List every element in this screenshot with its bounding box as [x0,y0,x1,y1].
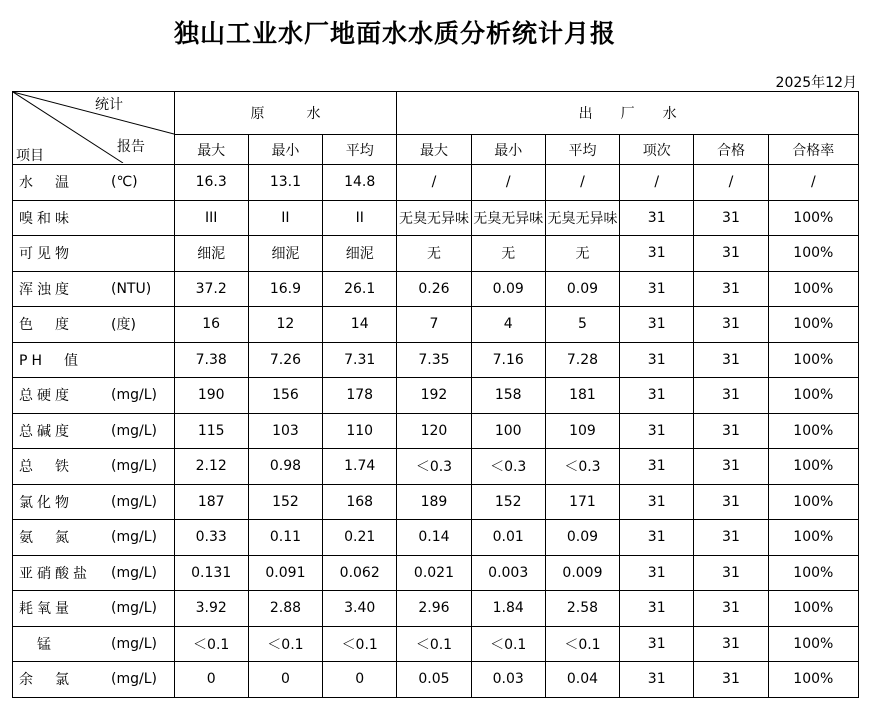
value-cell: 0 [323,662,397,698]
table-row [13,449,859,485]
value-cell: 110 [323,413,397,449]
item-cell [13,520,175,556]
value-cell: 115 [174,413,248,449]
item-unit: (NTU) [111,280,152,297]
value-cell: ＜0.1 [545,626,619,662]
value-cell: 100% [768,413,858,449]
item-cell [13,626,175,662]
value-cell: 0.33 [174,520,248,556]
value-cell: 16.9 [248,271,322,307]
item-cell [13,271,175,307]
item-unit: (mg/L) [111,387,157,404]
item-cell [13,378,175,414]
value-cell: / [471,165,545,201]
table-row [13,591,859,627]
value-cell: 1.74 [323,449,397,485]
value-cell: 12 [248,307,322,343]
table-row [13,484,859,520]
value-cell: 无臭无异味 [545,200,619,236]
value-cell: / [545,165,619,201]
value-cell: 31 [620,378,694,414]
value-cell: 31 [694,484,768,520]
value-cell: 细泥 [248,236,322,272]
value-cell: 0.11 [248,520,322,556]
value-cell: 100% [768,662,858,698]
value-cell: 31 [694,200,768,236]
value-cell: 14 [323,307,397,343]
value-cell: 0.09 [471,271,545,307]
report-title: 独山工业水厂地面水水质分析统计月报 [173,19,616,48]
value-cell: 0.003 [471,555,545,591]
item-name: 嗅和味 [19,210,73,227]
value-cell: 100% [768,236,858,272]
value-cell: 100% [768,342,858,378]
value-cell: 31 [620,555,694,591]
value-cell: 31 [694,449,768,485]
value-cell: 0.14 [397,520,471,556]
value-cell: 158 [471,378,545,414]
value-cell: / [694,165,768,201]
value-cell: ＜0.1 [174,626,248,662]
value-cell: 100% [768,520,858,556]
value-cell: 13.1 [248,165,322,201]
value-cell: 31 [620,626,694,662]
item-name: 耗氧量 [19,601,73,618]
value-cell: 31 [620,591,694,627]
value-cell: 2.88 [248,591,322,627]
value-cell: 16 [174,307,248,343]
value-cell: 0.09 [545,271,619,307]
value-cell: 26.1 [323,271,397,307]
value-cell: ＜0.1 [248,626,322,662]
value-cell: 100% [768,555,858,591]
item-cell [13,342,175,378]
col-header: 最小 [248,135,322,165]
value-cell: 100% [768,378,858,414]
value-cell: 1.84 [471,591,545,627]
value-cell: 细泥 [323,236,397,272]
value-cell: ＜0.3 [397,449,471,485]
value-cell: 7.35 [397,342,471,378]
value-cell: 31 [620,307,694,343]
value-cell: 100% [768,271,858,307]
value-cell: / [620,165,694,201]
value-cell: 100% [768,200,858,236]
value-cell: 31 [694,555,768,591]
item-cell [13,200,175,236]
item-unit: (mg/L) [111,458,157,475]
value-cell: 无 [545,236,619,272]
value-cell: 31 [694,236,768,272]
col-header: 平均 [545,135,619,165]
value-cell: 14.8 [323,165,397,201]
item-unit: (mg/L) [111,422,157,439]
corner-label-report: 报告 [117,139,145,155]
value-cell: 109 [545,413,619,449]
item-unit: (mg/L) [111,493,157,510]
corner-label-item: 项目 [16,148,44,164]
value-cell: 100% [768,591,858,627]
item-cell [13,591,175,627]
header-corner-cell [13,92,175,165]
value-cell: 5 [545,307,619,343]
col-header: 平均 [323,135,397,165]
item-cell [13,449,175,485]
item-cell [13,555,175,591]
value-cell: 171 [545,484,619,520]
table-row [13,520,859,556]
table-row [13,307,859,343]
item-unit: (mg/L) [111,529,157,546]
item-name: PH 值 [19,352,82,369]
value-cell: 168 [323,484,397,520]
item-name: 色 度 [19,317,73,334]
value-cell: 2.12 [174,449,248,485]
raw-water-header: 原 水 [174,92,397,135]
value-cell: 31 [620,484,694,520]
value-cell: 31 [620,200,694,236]
value-cell: 156 [248,378,322,414]
value-cell: 31 [694,271,768,307]
table-row [13,200,859,236]
report-date: 2025年12月 [775,75,857,91]
item-unit: (mg/L) [111,635,157,652]
value-cell: 7.28 [545,342,619,378]
value-cell: ＜0.1 [471,626,545,662]
value-cell: 31 [620,271,694,307]
table-row [13,378,859,414]
value-cell: 31 [694,307,768,343]
item-name: 总碱度 [19,423,73,440]
item-name: 氯化物 [19,494,73,511]
table-row [13,662,859,698]
corner-label-statistics: 统计 [95,97,123,113]
value-cell: / [768,165,858,201]
value-cell: 31 [694,342,768,378]
value-cell: 7.26 [248,342,322,378]
table-row [13,342,859,378]
value-cell: III [174,200,248,236]
value-cell: 31 [620,236,694,272]
value-cell: 192 [397,378,471,414]
value-cell: 3.92 [174,591,248,627]
item-cell [13,413,175,449]
value-cell: / [397,165,471,201]
item-name: 总 铁 [19,459,73,476]
table-row [13,413,859,449]
item-name: 总硬度 [19,388,73,405]
value-cell: 100% [768,626,858,662]
value-cell: 0.021 [397,555,471,591]
item-cell [13,484,175,520]
value-cell: 31 [694,520,768,556]
water-quality-table [12,91,859,698]
value-cell: 100% [768,307,858,343]
value-cell: 7.31 [323,342,397,378]
item-unit: (mg/L) [111,564,157,581]
value-cell: 0.03 [471,662,545,698]
value-cell: II [323,200,397,236]
value-cell: 120 [397,413,471,449]
value-cell: 31 [620,520,694,556]
table-row [13,555,859,591]
value-cell: 0 [174,662,248,698]
item-name: 浑浊度 [19,281,73,298]
value-cell: 0.01 [471,520,545,556]
col-header: 合格 [694,135,768,165]
value-cell: 0.04 [545,662,619,698]
value-cell: 4 [471,307,545,343]
value-cell: 31 [694,413,768,449]
value-cell: 0.009 [545,555,619,591]
value-cell: 100% [768,484,858,520]
value-cell: 0.21 [323,520,397,556]
value-cell: 2.58 [545,591,619,627]
value-cell: 31 [694,626,768,662]
value-cell: 0.091 [248,555,322,591]
col-header: 最大 [174,135,248,165]
value-cell: 100% [768,449,858,485]
col-header: 最小 [471,135,545,165]
value-cell: ＜0.3 [545,449,619,485]
value-cell: 181 [545,378,619,414]
value-cell: 0.26 [397,271,471,307]
value-cell: 细泥 [174,236,248,272]
value-cell: 152 [471,484,545,520]
value-cell: 0.062 [323,555,397,591]
value-cell: 无 [471,236,545,272]
value-cell: 0 [248,662,322,698]
value-cell: 189 [397,484,471,520]
value-cell: 0.131 [174,555,248,591]
value-cell: 0.05 [397,662,471,698]
value-cell: II [248,200,322,236]
value-cell: 187 [174,484,248,520]
value-cell: 7 [397,307,471,343]
output-water-header: 出 厂 水 [397,92,859,135]
value-cell: 7.16 [471,342,545,378]
value-cell: ＜0.1 [397,626,471,662]
value-cell: 178 [323,378,397,414]
item-name: 水 温 [19,175,73,192]
value-cell: 31 [694,662,768,698]
value-cell: 0.09 [545,520,619,556]
item-unit: (℃) [111,174,138,191]
value-cell: 37.2 [174,271,248,307]
item-cell [13,165,175,201]
item-name: 可见物 [19,246,73,263]
value-cell: 100 [471,413,545,449]
value-cell: 190 [174,378,248,414]
value-cell: 152 [248,484,322,520]
col-header: 项次 [620,135,694,165]
item-cell [13,307,175,343]
value-cell: 31 [620,342,694,378]
item-cell [13,236,175,272]
value-cell: ＜0.3 [471,449,545,485]
item-name: 锰 [19,636,55,653]
table-row [13,626,859,662]
item-unit: (度) [111,317,136,334]
value-cell: 3.40 [323,591,397,627]
value-cell: 无臭无异味 [397,200,471,236]
value-cell: 0.98 [248,449,322,485]
table-row [13,271,859,307]
col-header: 最大 [397,135,471,165]
value-cell: 16.3 [174,165,248,201]
value-cell: 无 [397,236,471,272]
value-cell: ＜0.1 [323,626,397,662]
item-name: 余 氯 [19,672,73,689]
item-name: 氨 氮 [19,530,73,547]
value-cell: 无臭无异味 [471,200,545,236]
value-cell: 31 [620,449,694,485]
value-cell: 31 [620,662,694,698]
item-cell [13,662,175,698]
value-cell: 31 [694,591,768,627]
item-unit: (mg/L) [111,600,157,617]
value-cell: 2.96 [397,591,471,627]
item-unit: (mg/L) [111,671,157,688]
table-row [13,165,859,201]
value-cell: 103 [248,413,322,449]
value-cell: 31 [694,378,768,414]
value-cell: 31 [620,413,694,449]
value-cell: 7.38 [174,342,248,378]
table-row [13,236,859,272]
item-name: 亚硝酸盐 [19,565,91,582]
col-header: 合格率 [768,135,858,165]
